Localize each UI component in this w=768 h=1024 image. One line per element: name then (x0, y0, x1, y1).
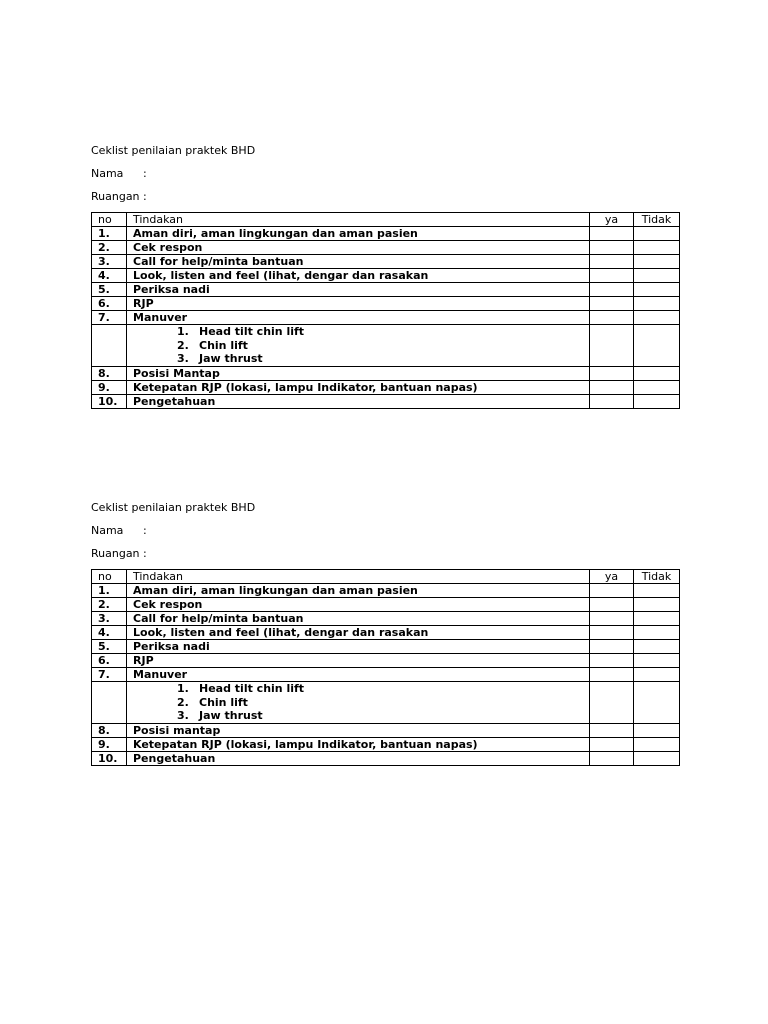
nama-label: Nama (91, 524, 124, 537)
row-number: 9. (92, 380, 127, 394)
row-action: RJP (127, 654, 590, 668)
tidak-cell[interactable] (634, 584, 680, 598)
row-action: Look, listen and feel (lihat, dengar dan rasakan (127, 269, 590, 283)
ruangan-field (91, 190, 679, 204)
sub-items-cell (127, 325, 590, 367)
ya-cell[interactable] (590, 311, 634, 325)
sub-list-item (177, 709, 583, 723)
row-number: 1. (92, 584, 127, 598)
tidak-cell[interactable] (634, 366, 680, 380)
tidak-cell[interactable] (634, 269, 680, 283)
nama-label: Nama (91, 167, 124, 180)
table-row (92, 283, 680, 297)
sub-list-item (177, 325, 583, 339)
maneuver-sub-list (133, 325, 583, 366)
ya-cell[interactable] (590, 682, 634, 724)
ya-cell[interactable] (590, 640, 634, 654)
table-row (92, 297, 680, 311)
row-action: Pengetahuan (127, 394, 590, 408)
maneuver-sub-list (133, 682, 583, 723)
row-number: 6. (92, 297, 127, 311)
tidak-cell[interactable] (634, 394, 680, 408)
table-header-row (92, 570, 680, 584)
row-action: Aman diri, aman lingkungan dan aman pasien (127, 584, 590, 598)
checklist-table (91, 212, 680, 409)
nama-field (91, 167, 679, 181)
form-title: Ceklist penilaian praktek BHD (91, 501, 256, 514)
table-row (92, 668, 680, 682)
row-action: Posisi mantap (127, 723, 590, 737)
ruangan-field (91, 547, 679, 561)
sub-item-text: Chin lift (199, 338, 248, 352)
sub-list-item (177, 696, 583, 710)
tidak-cell[interactable] (634, 380, 680, 394)
row-number: 7. (92, 668, 127, 682)
ya-cell[interactable] (590, 325, 634, 367)
row-action: Look, listen and feel (lihat, dengar dan rasakan (127, 626, 590, 640)
row-number-empty (92, 325, 127, 367)
nama-field (91, 524, 679, 538)
table-row (92, 751, 680, 765)
tidak-cell[interactable] (634, 668, 680, 682)
table-row (92, 380, 680, 394)
row-action: Call for help/minta bantuan (127, 612, 590, 626)
header-tindakan: Tindakan (127, 213, 590, 227)
row-action: Ketepatan RJP (lokasi, lampu Indikator, bantuan napas) (127, 737, 590, 751)
tidak-cell[interactable] (634, 283, 680, 297)
ya-cell[interactable] (590, 394, 634, 408)
sub-item-number: 3. (177, 709, 189, 722)
sub-list-item (177, 339, 583, 353)
tidak-cell[interactable] (634, 612, 680, 626)
ya-cell[interactable] (590, 584, 634, 598)
ya-cell[interactable] (590, 626, 634, 640)
header-tidak: Tidak (634, 570, 680, 584)
tidak-cell[interactable] (634, 654, 680, 668)
tidak-cell[interactable] (634, 311, 680, 325)
ya-cell[interactable] (590, 598, 634, 612)
row-number: 7. (92, 311, 127, 325)
row-action: Periksa nadi (127, 640, 590, 654)
sub-item-text: Head tilt chin lift (199, 682, 305, 695)
sub-item-text: Jaw thrust (199, 709, 263, 722)
header-tindakan: Tindakan (127, 570, 590, 584)
row-number: 3. (92, 612, 127, 626)
table-row (92, 269, 680, 283)
ya-cell[interactable] (590, 283, 634, 297)
ruangan-label: Ruangan : (91, 547, 147, 560)
table-row (92, 584, 680, 598)
row-number: 1. (92, 227, 127, 241)
row-action: Call for help/minta bantuan (127, 255, 590, 269)
row-number: 9. (92, 737, 127, 751)
row-action: Manuver (127, 311, 590, 325)
table-row (92, 612, 680, 626)
table-row (92, 723, 680, 737)
row-number: 10. (92, 394, 127, 408)
tidak-cell[interactable] (634, 598, 680, 612)
row-number: 5. (92, 283, 127, 297)
ya-cell[interactable] (590, 654, 634, 668)
header-ya: ya (590, 213, 634, 227)
row-number: 5. (92, 640, 127, 654)
row-number: 6. (92, 654, 127, 668)
row-number: 2. (92, 241, 127, 255)
ya-cell[interactable] (590, 737, 634, 751)
header-ya: ya (590, 570, 634, 584)
sub-items-cell (127, 682, 590, 724)
row-number: 4. (92, 626, 127, 640)
table-row (92, 598, 680, 612)
form-title: Ceklist penilaian praktek BHD (91, 144, 256, 157)
header-tidak: Tidak (634, 213, 680, 227)
header-no: no (92, 213, 127, 227)
tidak-cell[interactable] (634, 297, 680, 311)
tidak-cell[interactable] (634, 227, 680, 241)
table-row-sub-items (92, 682, 680, 724)
row-action: Manuver (127, 668, 590, 682)
ya-cell[interactable] (590, 227, 634, 241)
tidak-cell[interactable] (634, 737, 680, 751)
tidak-cell[interactable] (634, 255, 680, 269)
checklist-form-2 (91, 501, 679, 766)
row-action: Cek respon (127, 598, 590, 612)
tidak-cell[interactable] (634, 325, 680, 367)
row-action: Pengetahuan (127, 751, 590, 765)
tidak-cell[interactable] (634, 751, 680, 765)
tidak-cell[interactable] (634, 241, 680, 255)
row-number: 8. (92, 723, 127, 737)
sub-item-number: 2. (177, 338, 189, 352)
sub-item-text: Chin lift (199, 695, 248, 709)
row-number: 2. (92, 598, 127, 612)
tidak-cell[interactable] (634, 626, 680, 640)
table-row (92, 640, 680, 654)
row-action: Posisi Mantap (127, 366, 590, 380)
table-header-row (92, 213, 680, 227)
checklist-table (91, 569, 680, 766)
table-row (92, 227, 680, 241)
ya-cell[interactable] (590, 366, 634, 380)
sub-list-item (177, 682, 583, 696)
nama-colon: : (143, 167, 147, 180)
ya-cell[interactable] (590, 612, 634, 626)
table-row (92, 255, 680, 269)
table-row (92, 366, 680, 380)
row-action: Aman diri, aman lingkungan dan aman pasien (127, 227, 590, 241)
table-row (92, 311, 680, 325)
table-row (92, 737, 680, 751)
table-row (92, 654, 680, 668)
table-row (92, 394, 680, 408)
sub-item-text: Jaw thrust (199, 352, 263, 365)
sub-list-item (177, 352, 583, 366)
sub-item-number: 3. (177, 352, 189, 365)
ya-cell[interactable] (590, 241, 634, 255)
row-number: 3. (92, 255, 127, 269)
ya-cell[interactable] (590, 269, 634, 283)
row-action: Periksa nadi (127, 283, 590, 297)
row-number-empty (92, 682, 127, 724)
table-row (92, 626, 680, 640)
row-number: 10. (92, 751, 127, 765)
table-row-sub-items (92, 325, 680, 367)
ruangan-label: Ruangan : (91, 190, 147, 203)
sub-item-number: 2. (177, 695, 189, 709)
ya-cell[interactable] (590, 380, 634, 394)
tidak-cell[interactable] (634, 682, 680, 724)
header-no: no (92, 570, 127, 584)
nama-colon: : (143, 524, 147, 537)
ya-cell[interactable] (590, 668, 634, 682)
row-number: 4. (92, 269, 127, 283)
sub-item-number: 1. (177, 682, 189, 695)
sub-item-number: 1. (177, 325, 189, 338)
tidak-cell[interactable] (634, 640, 680, 654)
table-row (92, 241, 680, 255)
checklist-form-1 (91, 144, 679, 409)
tidak-cell[interactable] (634, 723, 680, 737)
ya-cell[interactable] (590, 723, 634, 737)
row-number: 8. (92, 366, 127, 380)
ya-cell[interactable] (590, 255, 634, 269)
ya-cell[interactable] (590, 751, 634, 765)
ya-cell[interactable] (590, 297, 634, 311)
row-action: Ketepatan RJP (lokasi, lampu Indikator, bantuan napas) (127, 380, 590, 394)
sub-item-text: Head tilt chin lift (199, 325, 305, 338)
row-action: RJP (127, 297, 590, 311)
row-action: Cek respon (127, 241, 590, 255)
